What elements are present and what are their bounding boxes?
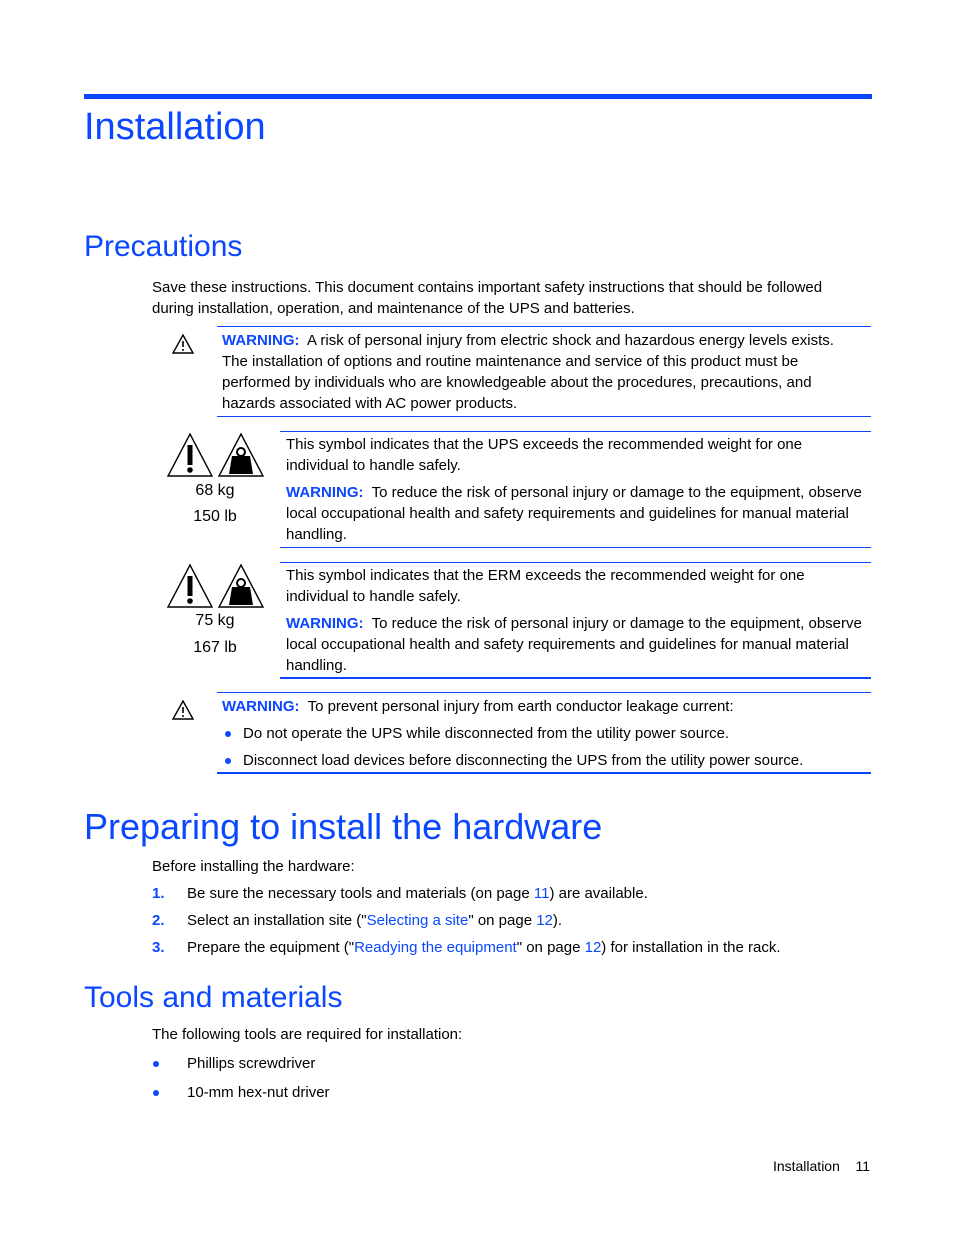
weight1-warning-text: To reduce the risk of personal injury or damage to the equipment, observe local occupational health and safety requirements and guidelines for manual material handling. [286, 484, 862, 543]
precautions-intro: Save these instructions. This document contains important safety instructions that should be followed during installation, operation, and maintenance of the UPS and batteries. [152, 279, 823, 317]
step-text: Prepare the equipment (" [187, 939, 355, 956]
warning1-bottom-rule [217, 416, 871, 417]
precautions-heading: Precautions [84, 230, 243, 263]
bullet-icon [153, 1090, 159, 1096]
step-number: 2. [152, 912, 165, 929]
weight2-warning-text: To reduce the risk of personal injury or damage to the equipment, observe local occupational health and safety requirements and guidelines for manual material handling. [286, 615, 862, 674]
step-text: " on page [468, 912, 537, 929]
warning2-top-rule [217, 692, 871, 693]
step-text: ) for installation in the rack. [601, 939, 781, 956]
step-text: ) are available. [549, 885, 648, 902]
step-item [152, 937, 872, 964]
page-link[interactable]: 11 [533, 885, 550, 902]
tools-heading: Tools and materials [84, 981, 343, 1014]
weight2-top-rule [280, 562, 871, 563]
weight2-warning [286, 613, 866, 676]
warning1-top-rule [217, 326, 871, 327]
tool-item: Phillips screwdriver [187, 1055, 316, 1072]
warning-triangle-icon [172, 700, 194, 720]
preparing-heading: Preparing to install the hardware [84, 806, 603, 847]
footer-section: Installation [772, 1158, 840, 1174]
step-number: 1. [152, 885, 165, 902]
tools-intro: The following tools are required for installation: [152, 1026, 463, 1043]
weight1-kg: 68 kg [195, 482, 235, 499]
warning2-bullet: Do not operate the UPS while disconnected from the utility power source. [243, 725, 730, 742]
weight1-warning-label: WARNING: [286, 484, 364, 501]
page-link[interactable]: 12 [536, 912, 553, 929]
preparing-intro: Before installing the hardware: [152, 858, 355, 875]
step-text: ). [552, 912, 563, 929]
warning2-label: WARNING: [222, 698, 300, 715]
warning2-block [222, 696, 862, 717]
weight1-warning [286, 482, 866, 545]
heavy-weight-icon [166, 563, 266, 609]
step-text: Be sure the necessary tools and materials (on page [187, 885, 534, 902]
bullet-icon [225, 758, 231, 764]
warning1-block [222, 330, 862, 414]
warning2-bottom-rule [217, 772, 871, 774]
weight1-lb: 150 lb [193, 508, 237, 525]
bullet-icon [225, 731, 231, 737]
warning1-label: WARNING: [222, 332, 300, 349]
bullet-icon [153, 1061, 159, 1067]
weight2-warning-label: WARNING: [286, 615, 364, 632]
weight2-kg: 75 kg [195, 612, 235, 629]
section-link[interactable]: Selecting a site [366, 912, 469, 929]
page-footer [700, 1158, 870, 1174]
page-title: Installation [84, 106, 266, 148]
warning2-text: To prevent personal injury from earth conductor leakage current: [307, 698, 734, 715]
weight1-bottom-rule [280, 547, 871, 548]
step-text: " on page [516, 939, 585, 956]
warning-triangle-icon [172, 334, 194, 354]
page-link[interactable]: 12 [584, 939, 602, 956]
tool-item: 10-mm hex-nut driver [187, 1084, 330, 1101]
title-rule [84, 94, 872, 99]
footer-page-number: 11 [855, 1158, 870, 1174]
weight2-bottom-rule [280, 677, 871, 679]
weight1-symbol-text: This symbol indicates that the UPS exceeds the recommended weight for one individual to handle safely. [286, 436, 803, 474]
weight1-top-rule [280, 431, 871, 432]
weight2-lb: 167 lb [193, 639, 237, 656]
step-number: 3. [152, 939, 165, 956]
step-text: Select an installation site (" [187, 912, 367, 929]
section-link[interactable]: Readying the equipment [354, 939, 517, 956]
step-item [152, 910, 872, 937]
weight2-symbol-text: This symbol indicates that the ERM exceeds the recommended weight for one individual to handle safely. [286, 567, 805, 605]
heavy-weight-icon [166, 432, 266, 478]
warning2-bullet: Disconnect load devices before disconnecting the UPS from the utility power source. [243, 752, 804, 769]
step-list [152, 883, 872, 964]
step-item [152, 883, 872, 910]
warning1-text: A risk of personal injury from electric shock and hazardous energy levels exists. The installation of options and routine maintenance and service of this product must be performed by individuals who are knowledgeable about the procedures, precautions, and hazards associated with AC power products. [222, 332, 834, 412]
